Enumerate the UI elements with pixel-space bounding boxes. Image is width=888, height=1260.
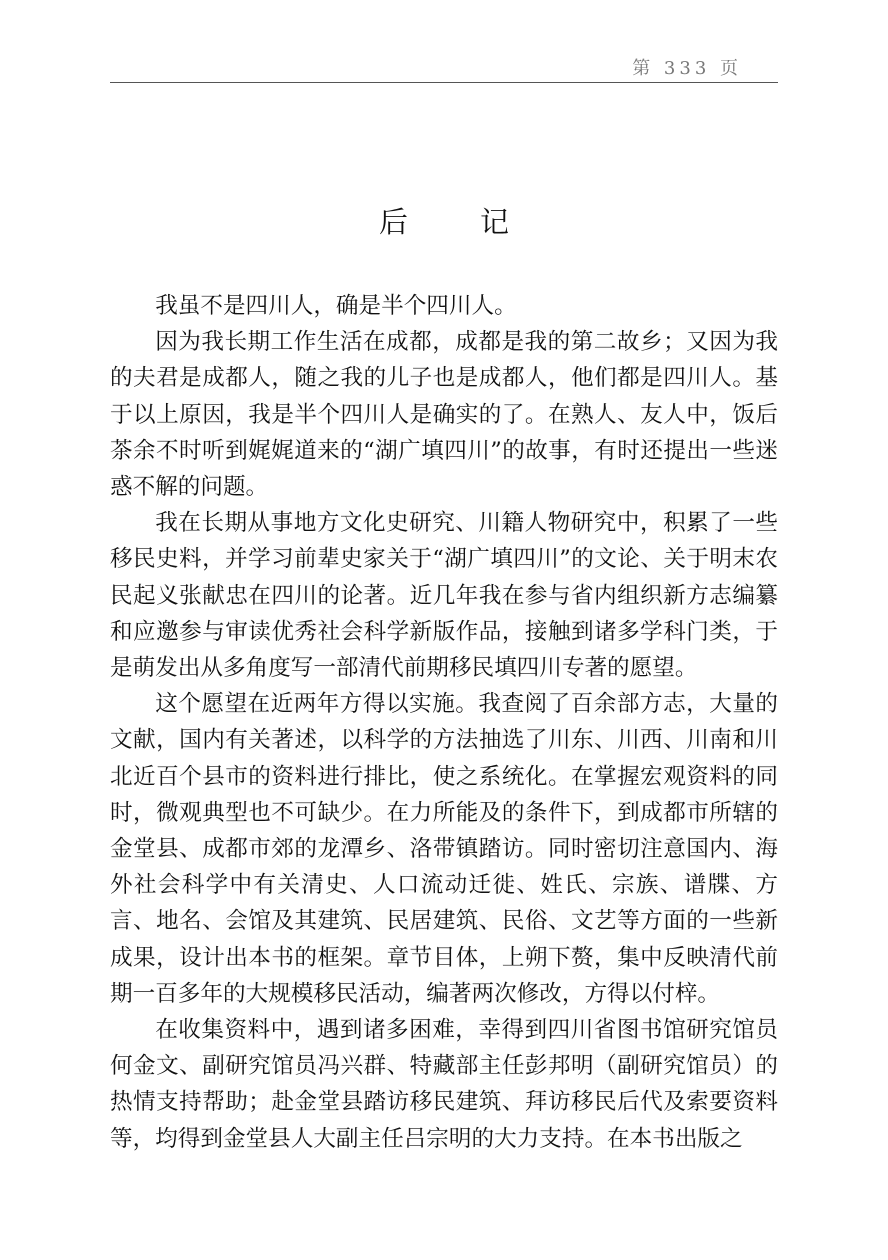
paragraph: 我在长期从事地方文化史研究、川籍人物研究中，积累了一些移民史料，并学习前辈史家关于“湖广填四川”的文论、关于明末农民起义张献忠在四川的论著。近几年我在参与省内组织新方志编纂和应邀参与审读优秀社会科学新版作品，接触到诸多学科门类，于是萌发出从多角度写一部清代前期移民填四川专著的愿望。: [110, 510, 778, 682]
body-text: [110, 288, 778, 1157]
paragraph: 在收集资料中，遇到诸多困难，幸得到四川省图书馆研究馆员何金文、副研究馆员冯兴群、特藏部主任彭邦明（副研究馆员）的热情支持帮助；赴金堂县踏访移民建筑、拜访移民后代及索要资料等，均得到金堂县人大副主任吕宗明的大力支持。在本书出版之: [110, 1017, 778, 1152]
paragraph: 这个愿望在近两年方得以实施。我查阅了百余部方志，大量的文献，国内有关著述，以科学的方法抽选了川东、川西、川南和川北近百个县市的资料进行排比，使之系统化。在掌握宏观资料的同时，微观典型也不可缺少。在力所能及的条件下，到成都市所辖的金堂县、成都市郊的龙潭乡、洛带镇踏访。同时密切注意国内、海外社会科学中有关清史、人口流动迁徙、姓氏、宗族、谱牒、方言、地名、会馆及其建筑、民居建筑、民俗、文艺等方面的一些新成果，设计出本书的框架。章节目体，上朔下赘，集中反映清代前期一百多年的大规模移民活动，编著两次修改，方得以付梓。: [110, 691, 778, 1007]
paragraph: 因为我长期工作生活在成都，成都是我的第二故乡；又因为我的夫君是成都人，随之我的儿子也是成都人，他们都是四川人。基于以上原因，我是半个四川人是确实的了。在熟人、友人中，饭后茶余不时听到娓娓道来的“湖广填四川”的故事，有时还提出一些迷惑不解的问题。: [110, 329, 778, 501]
paragraph: 我虽不是四川人，确是半个四川人。: [155, 293, 517, 319]
page-header: [110, 48, 778, 83]
page-number: 第 333 页: [632, 58, 742, 79]
page-title: 后记: [378, 205, 581, 239]
